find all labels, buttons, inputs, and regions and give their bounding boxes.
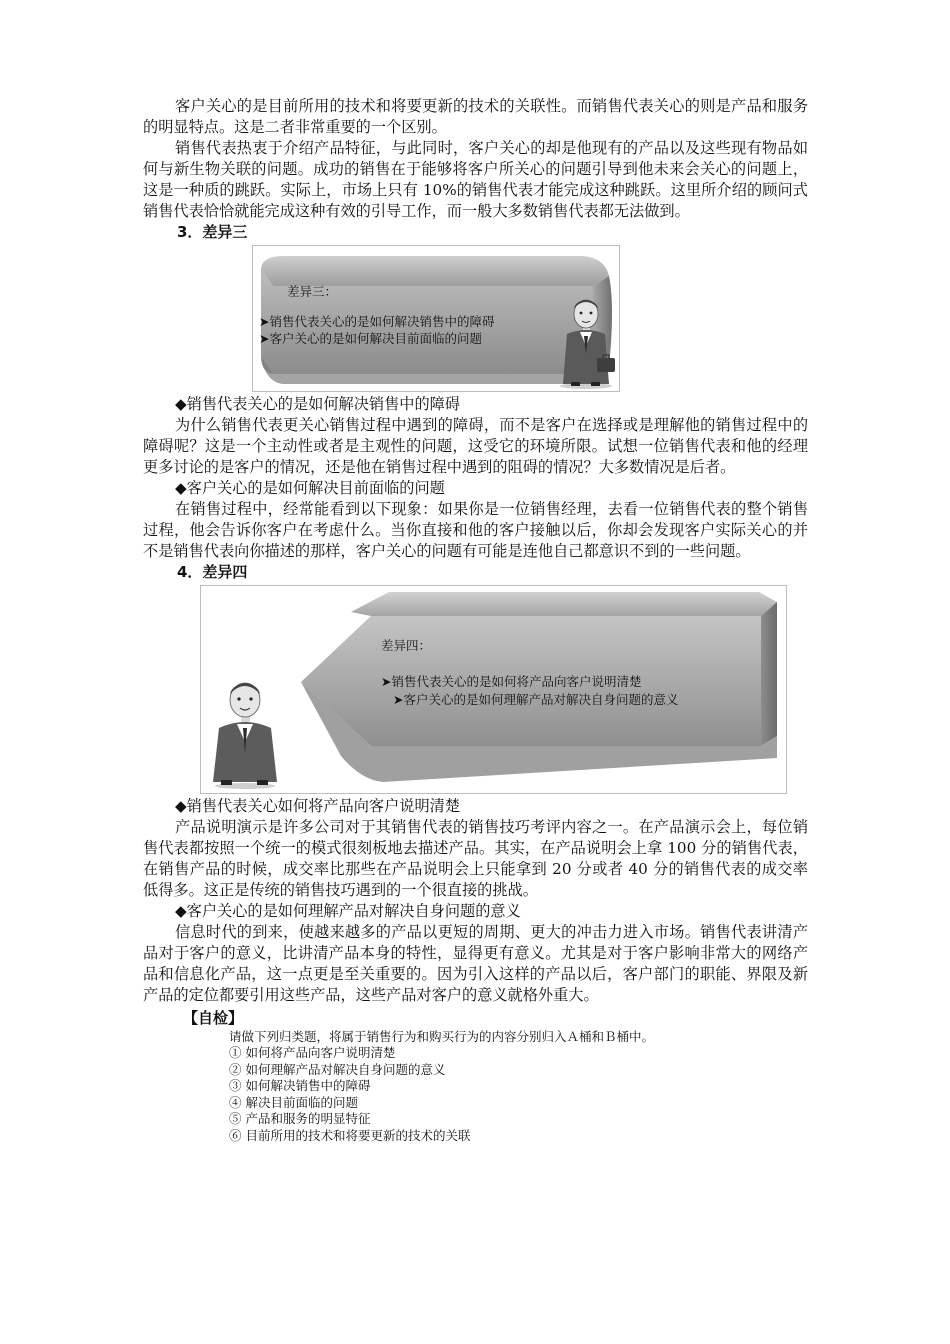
self-check-item: ① 如何将产品向客户说明清楚 <box>229 1045 396 1060</box>
self-check-item: ④ 解决目前面临的问题 <box>229 1094 358 1110</box>
figure4-title: 差异四： <box>381 638 432 653</box>
section3-heading: 3．差异三 <box>177 223 248 241</box>
figure3-line2: ➤客户关心的是如何解决目前面临的问题 <box>259 331 482 346</box>
figure4-line2: ➤客户关心的是如何理解产品对解决自身问题的意义 <box>393 692 679 707</box>
self-check-item: ⑥ 目前所用的技术和将要更新的技术的关联 <box>229 1127 471 1143</box>
section3-bullet-1: ◆销售代表关心的是如何解决销售中的障碍 <box>175 395 461 413</box>
self-check-item: ② 如何理解产品对解决自身问题的意义 <box>229 1061 446 1077</box>
section3-paragraph-1: 为什么销售代表更关心销售过程中遇到的障碍，而不是客户在选择或是理解他的销售过程中的障碍呢？这是一个主动性或者是主观性的问题，这受它的环境所限。试想一位销售代表和他的经理更多讨论的是客户的情况，还是他在销售过程中遇到的阻碍的情况？大多数情况是后者。 <box>143 416 808 476</box>
self-check-item: ⑤ 产品和服务的明显特征 <box>229 1111 371 1126</box>
figure-difference-4 <box>200 585 787 794</box>
businessman-icon <box>213 683 277 789</box>
self-check-item: ③ 如何解决销售中的障碍 <box>229 1078 371 1093</box>
self-check-section <box>143 1008 808 1144</box>
paragraph-2: 销售代表热衷于介绍产品特征，与此同时，客户关心的却是他现有的产品以及这些现有物品如何与新生物关联的问题。成功的销售在于能够将客户所关心的问题引导到他未来会关心的问题上，这是一种质的跳跃。实际上，市场上只有 10%的销售代表才能完成这种跳跃。这里所介绍的顾问式销售代表恰恰就能完成这种有效的引导工作，而一般大多数销售代表都无法做到。 <box>143 139 808 220</box>
section4-paragraph-1: 产品说明演示是许多公司对于其销售代表的销售技巧考评内容之一。在产品演示会上，每位销售代表都按照一个统一的模式很刻板地去描述产品。其实，在产品说明会上拿 100 分的销售代表，在销售产品的时候，成交率比那些在产品说明会上只能拿到 20 分或者 40 分的销售代表的成交率低得多。这正是传统的销售技巧遇到的一个很直接的挑战。 <box>143 818 808 899</box>
paragraph-1: 客户关心的是目前所用的技术和将要更新的技术的关联性。而销售代表关心的则是产品和服务的明显特点。这是二者非常重要的一个区别。 <box>143 97 808 136</box>
section3-paragraph-2: 在销售过程中，经常能看到以下现象：如果你是一位销售经理，去看一位销售代表的整个销售过程，他会告诉你客户在考虑什么。当你直接和他的客户接触以后，你却会发现客户实际关心的并不是销售代表向你描述的那样，客户关心的问题有可能是连他自己都意识不到的一些问题。 <box>143 500 808 560</box>
section4-bullet-2: ◆客户关心的是如何理解产品对解决自身问题的意义 <box>175 902 521 920</box>
self-check-title: 【自检】 <box>183 1009 244 1027</box>
figure3-title: 差异三： <box>287 284 338 299</box>
document-page <box>143 96 808 1144</box>
self-check-intro: 请做下列归类题，将属于销售行为和购买行为的内容分别归入Ａ桶和Ｂ桶中。 <box>229 1029 655 1044</box>
figure-difference-3 <box>252 245 620 392</box>
section3-bullet-2: ◆客户关心的是如何解决目前面临的问题 <box>175 479 445 497</box>
figure4-line1: ➤销售代表关心的是如何将产品向客户说明清楚 <box>381 674 642 689</box>
section4-bullet-1: ◆销售代表关心如何将产品向客户说明清楚 <box>175 797 461 815</box>
figure3-line1: ➤销售代表关心的是如何解决销售中的障碍 <box>259 314 495 329</box>
section4-paragraph-2: 信息时代的到来，使越来越多的产品以更短的周期、更大的冲击力进入市场。销售代表讲清产品对于客户的意义，比讲清产品本身的特性，显得更有意义。尤其是对于客户影响非常大的网络产品和信息化产品，这一点更是至关重要的。因为引入这样的产品以后，客户部门的职能、界限及新产品的定位都要引用这些产品，这些产品对客户的意义就格外重大。 <box>143 923 808 1004</box>
section4-heading: 4．差异四 <box>177 563 248 581</box>
